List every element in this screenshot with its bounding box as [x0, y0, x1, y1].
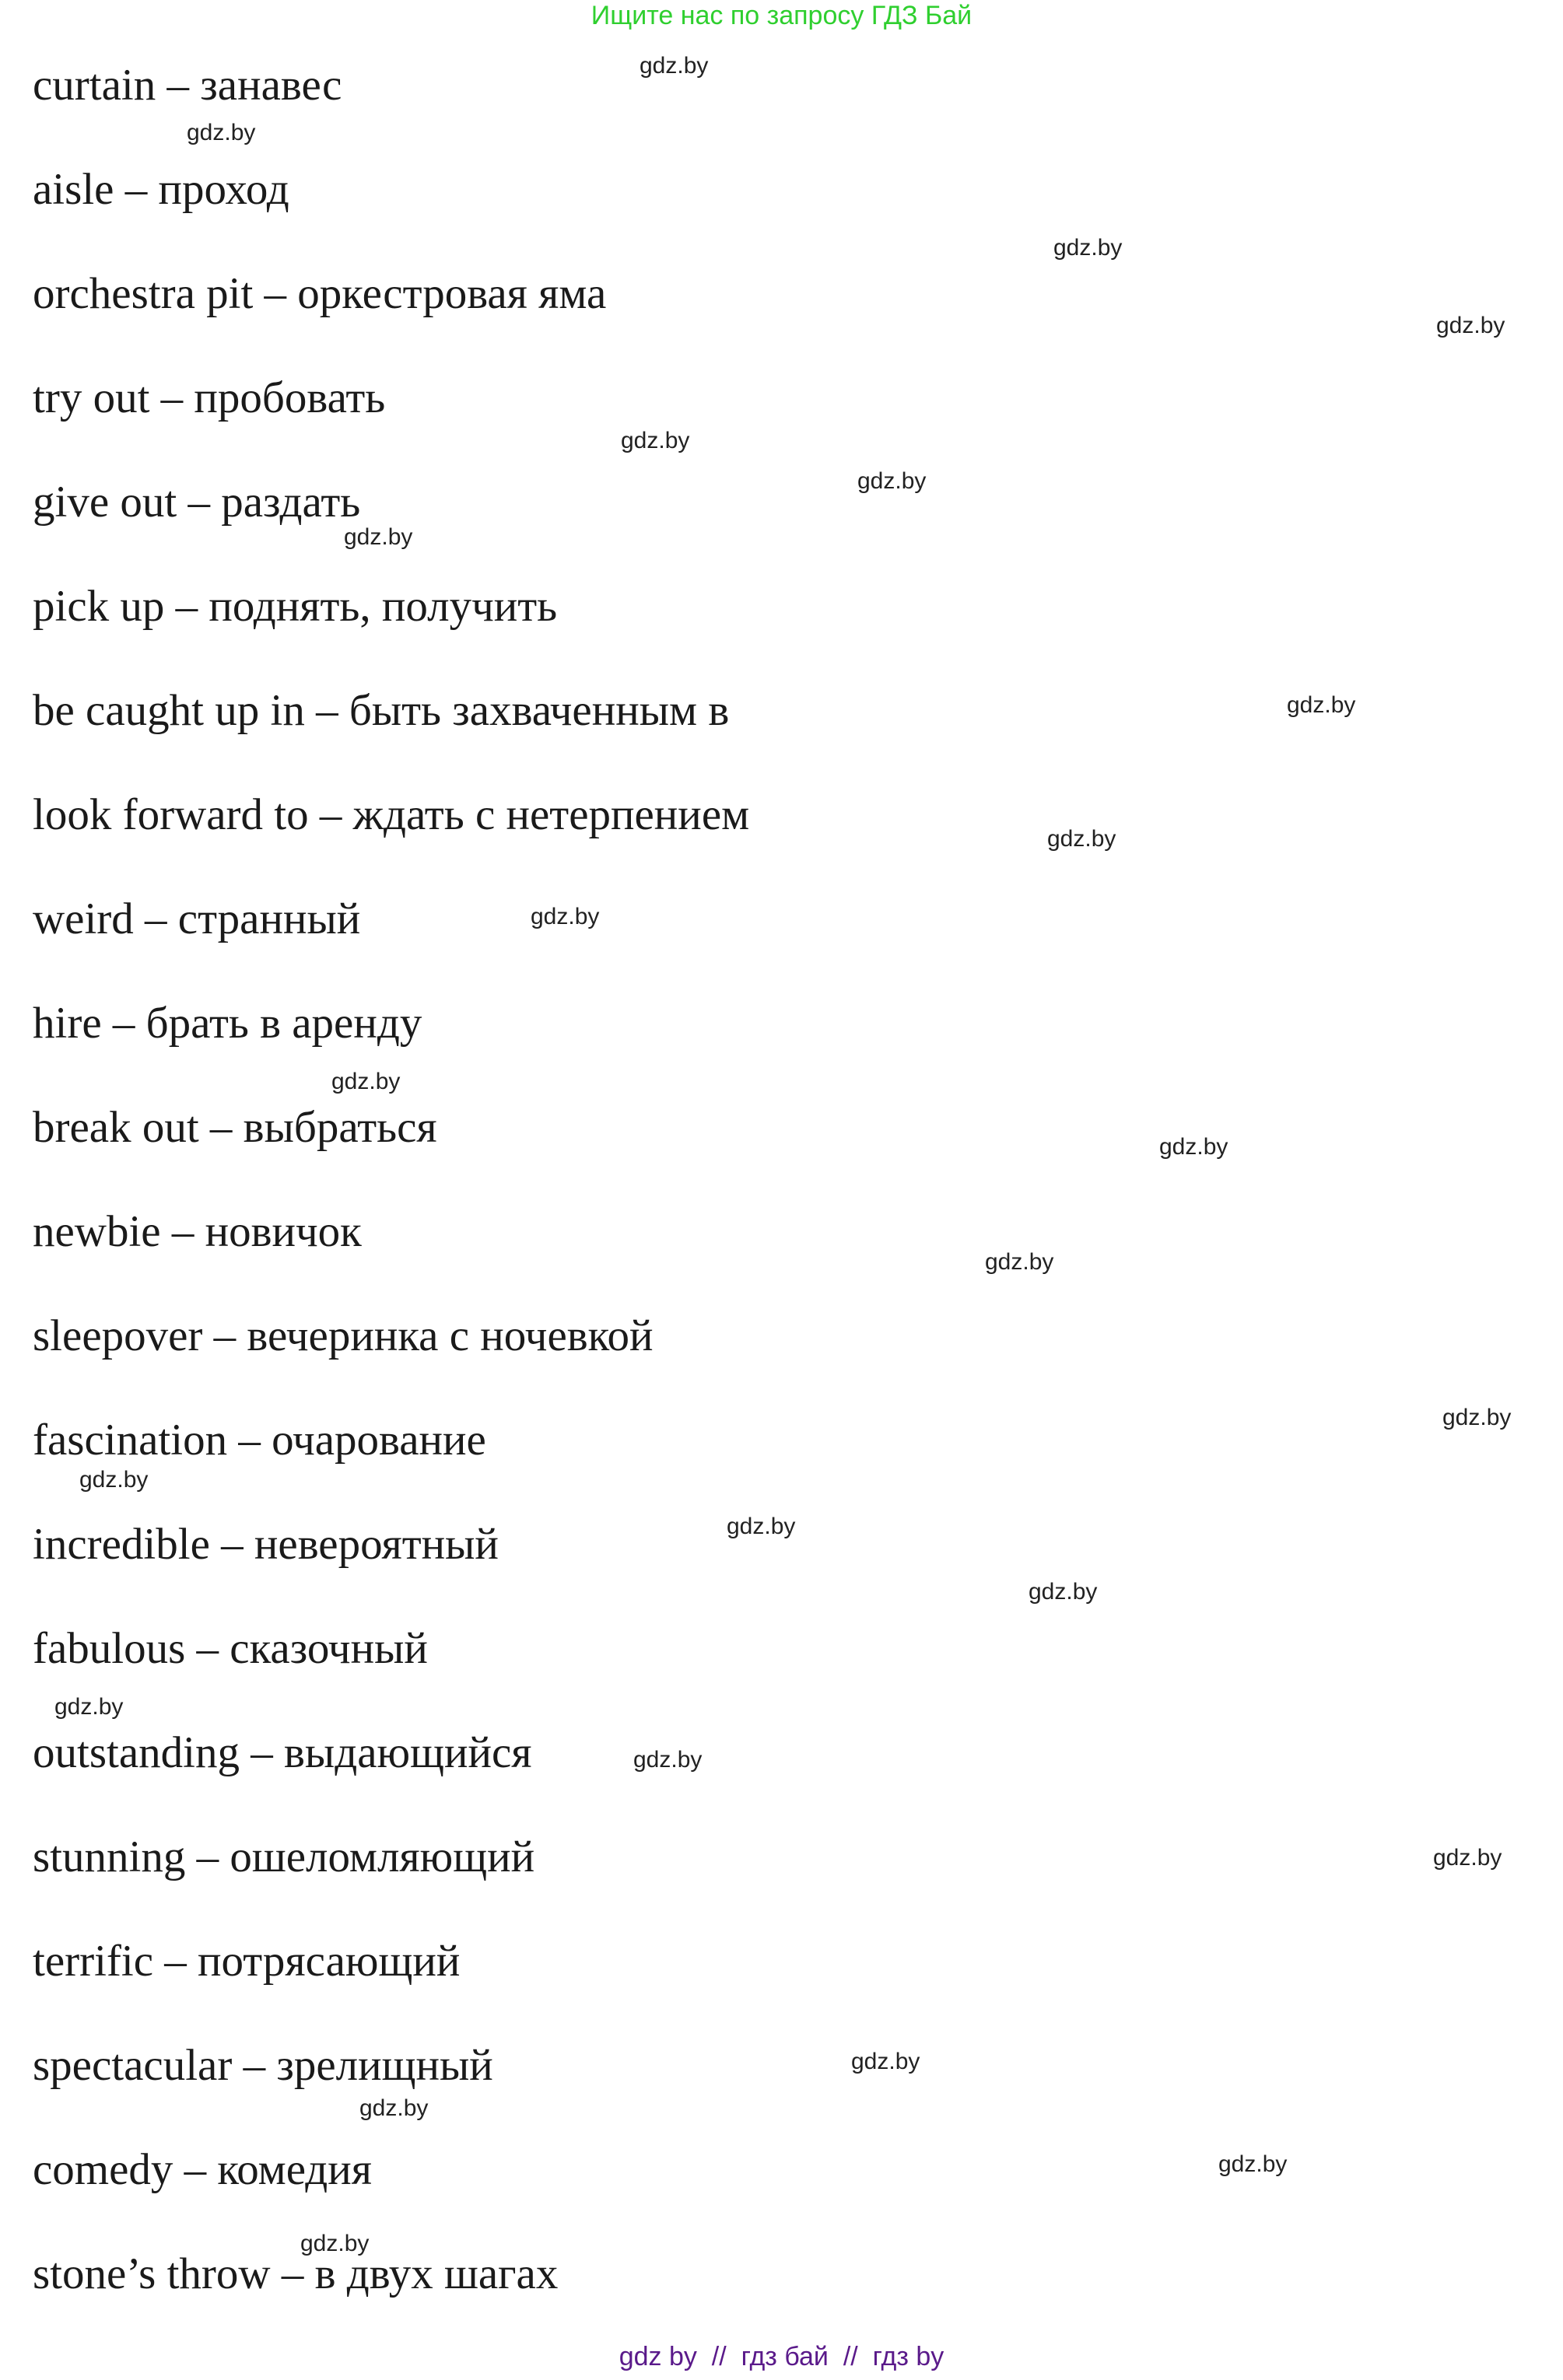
vocab-entry: fabulous – сказочный	[33, 1624, 428, 1673]
vocab-entry: outstanding – выдающийся	[33, 1728, 532, 1777]
vocab-entry: fascination – очарование	[33, 1416, 486, 1465]
watermark-text: gdz.by	[621, 428, 690, 453]
vocab-entry: stunning – ошеломляющий	[33, 1832, 535, 1881]
vocab-entry: terrific – потрясающий	[33, 1937, 461, 1986]
watermark-text: gdz.by	[1287, 692, 1356, 718]
vocab-entry: give out – раздать	[33, 478, 361, 527]
watermark-text: gdz.by	[857, 468, 927, 494]
watermark-text: gdz.by	[1436, 313, 1505, 338]
vocab-entry: stone’s throw – в двух шагах	[33, 2249, 559, 2298]
watermark-text: gdz.by	[344, 524, 413, 550]
vocab-entry: incredible – невероятный	[33, 1520, 499, 1569]
vocab-entry: newbie – новичок	[33, 1207, 362, 1256]
watermark-text: gdz.by	[300, 2231, 370, 2256]
watermark-text: gdz.by	[79, 1467, 149, 1493]
vocab-entry: break out – выбраться	[33, 1103, 437, 1152]
vocab-entry: comedy – комедия	[33, 2145, 372, 2194]
watermark-text: gdz.by	[985, 1249, 1054, 1275]
watermark-text: gdz.by	[1053, 235, 1123, 261]
watermark-text: gdz.by	[187, 120, 256, 145]
watermark-text: gdz.by	[851, 2049, 920, 2074]
watermark-text: gdz.by	[359, 2095, 429, 2121]
vocab-entry: be caught up in – быть захваченным в	[33, 686, 730, 735]
vocab-entry: orchestra pit – оркестровая яма	[33, 269, 607, 318]
watermark-text: gdz.by	[531, 904, 600, 929]
watermark-text: gdz.by	[1442, 1405, 1512, 1430]
watermark-text: gdz.by	[727, 1514, 796, 1539]
watermark-text: gdz.by	[633, 1747, 703, 1773]
vocab-entry: hire – брать в аренду	[33, 999, 422, 1048]
vocab-entry: curtain – занавес	[33, 61, 342, 110]
watermark-text: gdz.by	[54, 1694, 124, 1720]
vocab-entry: sleepover – вечеринка с ночевкой	[33, 1311, 654, 1360]
watermark-text: gdz.by	[1159, 1134, 1228, 1160]
vocab-entry: weird – странный	[33, 894, 361, 943]
vocab-entry: aisle – проход	[33, 165, 289, 214]
vocab-entry: pick up – поднять, получить	[33, 582, 558, 631]
watermark-text: gdz.by	[1029, 1579, 1098, 1605]
search-hint-banner: Ищите нас по запросу ГДЗ Бай	[591, 1, 972, 30]
watermark-text: gdz.by	[1433, 1845, 1502, 1871]
watermark-text: gdz.by	[640, 53, 709, 79]
vocab-entry: try out – пробовать	[33, 373, 386, 422]
watermark-text: gdz.by	[331, 1069, 401, 1094]
vocab-entry: spectacular – зрелищный	[33, 2041, 493, 2090]
watermark-text: gdz.by	[1047, 826, 1116, 852]
vocab-entry: look forward to – ждать с нетерпением	[33, 790, 750, 839]
footer-links: gdz by // гдз бай // гдз by	[619, 2342, 944, 2371]
watermark-text: gdz.by	[1218, 2151, 1288, 2177]
